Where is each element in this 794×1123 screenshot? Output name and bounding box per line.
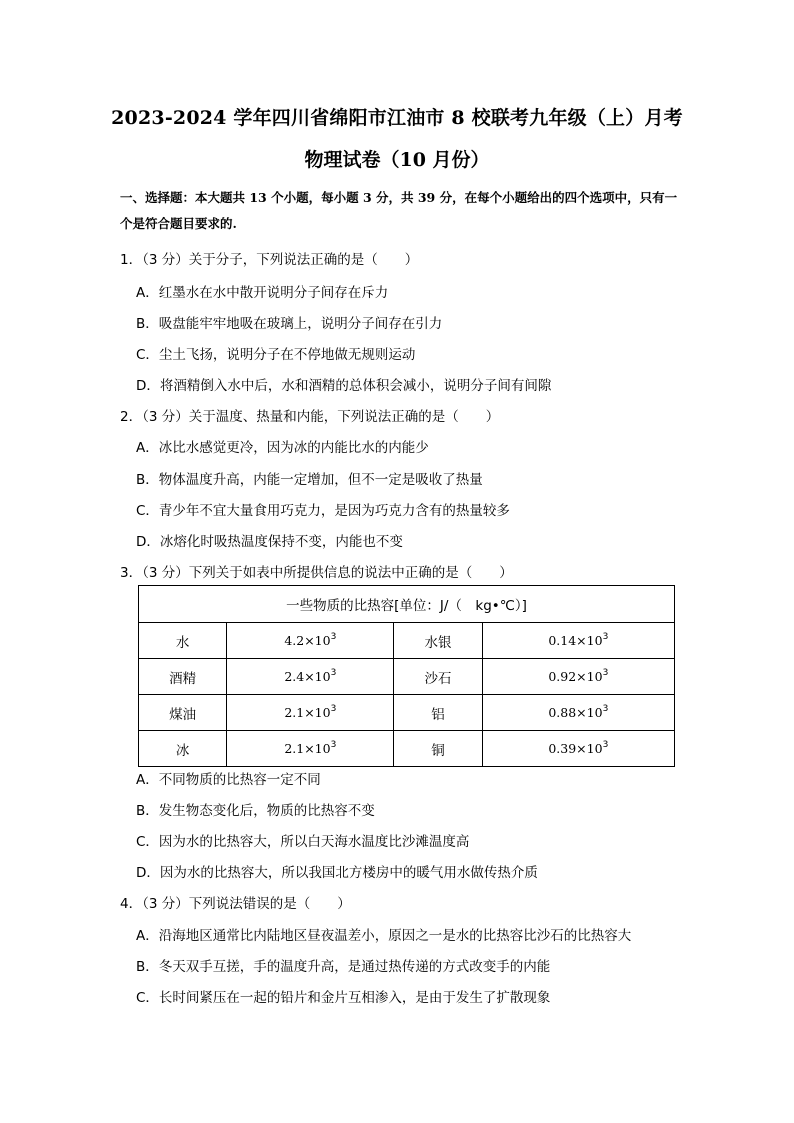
question-3-option-d: D．因为水的比热容大，所以我国北方楼房中的暖气用水做传热介质: [136, 865, 538, 881]
material-cell: 冰: [139, 731, 227, 767]
question-2-option-c: C．青少年不宜大量食用巧克力，是因为巧克力含有的热量较多: [136, 503, 510, 519]
value-cell: $2.1\times 10^3$: [227, 731, 394, 767]
material-cell: 铝: [394, 695, 482, 731]
question-4-option-b: B．冬天双手互搓，手的温度升高，是通过热传递的方式改变手的内能: [136, 959, 551, 975]
question-3-option-c: C．因为水的比热容大，所以白天海水温度比沙滩温度高: [136, 834, 470, 850]
value-cell: $0.39\times 10^3$: [482, 731, 674, 767]
section-heading: 一、选择题：本大题共 13 个小题，每小题 3 分，共 39 分，在每个小题给出的四个选项中，只有一个是符合题目要求的.: [120, 190, 678, 231]
question-3-option-a: A．不同物质的比热容一定不同: [136, 772, 321, 788]
value-cell: $2.1\times 10^3$: [227, 695, 394, 731]
question-1-option-c: C．尘土飞扬，说明分子在不停地做无规则运动: [136, 347, 416, 363]
table-row: [139, 731, 675, 767]
exam-title-line2: 物理试卷（10 月份）: [304, 149, 490, 171]
question-4-stem: 4．（3 分）下列说法错误的是（ ）: [120, 896, 351, 912]
question-2-option-b: B．物体温度升高，内能一定增加，但不一定是吸收了热量: [136, 472, 483, 488]
material-cell: 水: [139, 623, 227, 659]
value-cell: $0.14\times 10^3$: [482, 623, 674, 659]
table-row: [139, 659, 675, 695]
value-cell: $4.2\times 10^3$: [227, 623, 394, 659]
material-cell: 沙石: [394, 659, 482, 695]
question-2-stem: 2．（3 分）关于温度、热量和内能，下列说法正确的是（ ）: [120, 409, 500, 425]
value-cell: $0.88\times 10^3$: [482, 695, 674, 731]
question-1-option-d: D．将酒精倒入水中后，水和酒精的总体积会减小，说明分子间有间隙: [136, 378, 552, 394]
table-caption: 一些物质的比热容[单位：J/（ kg•℃）]: [139, 586, 675, 623]
exam-title-line1: 2023-2024 学年四川省绵阳市江油市 8 校联考九年级（上）月考: [111, 107, 683, 129]
question-2-option-a: A．冰比水感觉更冷，因为冰的内能比水的内能少: [136, 440, 429, 456]
material-cell: 铜: [394, 731, 482, 767]
table-row: [139, 623, 675, 659]
question-3-stem: 3．（3 分）下列关于如表中所提供信息的说法中正确的是（ ）: [120, 565, 513, 581]
material-cell: 水银: [394, 623, 482, 659]
question-4-option-c: C．长时间紧压在一起的铅片和金片互相渗入，是由于发生了扩散现象: [136, 990, 551, 1006]
question-1-option-b: B．吸盘能牢牢地吸在玻璃上，说明分子间存在引力: [136, 316, 443, 332]
question-1-option-a: A．红墨水在水中散开说明分子间存在斥力: [136, 285, 389, 301]
question-4-option-a: A．沿海地区通常比内陆地区昼夜温差小，原因之一是水的比热容比沙石的比热容大: [136, 928, 632, 944]
specific-heat-table: [138, 585, 675, 767]
material-cell: 煤油: [139, 695, 227, 731]
value-cell: $2.4\times 10^3$: [227, 659, 394, 695]
question-1-stem: 1．（3 分）关于分子，下列说法正确的是（ ）: [120, 252, 419, 268]
value-cell: $0.92\times 10^3$: [482, 659, 674, 695]
question-3-option-b: B．发生物态变化后，物质的比热容不变: [136, 803, 375, 819]
table-row: [139, 695, 675, 731]
question-2-option-d: D．冰熔化时吸热温度保持不变，内能也不变: [136, 534, 403, 550]
material-cell: 酒精: [139, 659, 227, 695]
